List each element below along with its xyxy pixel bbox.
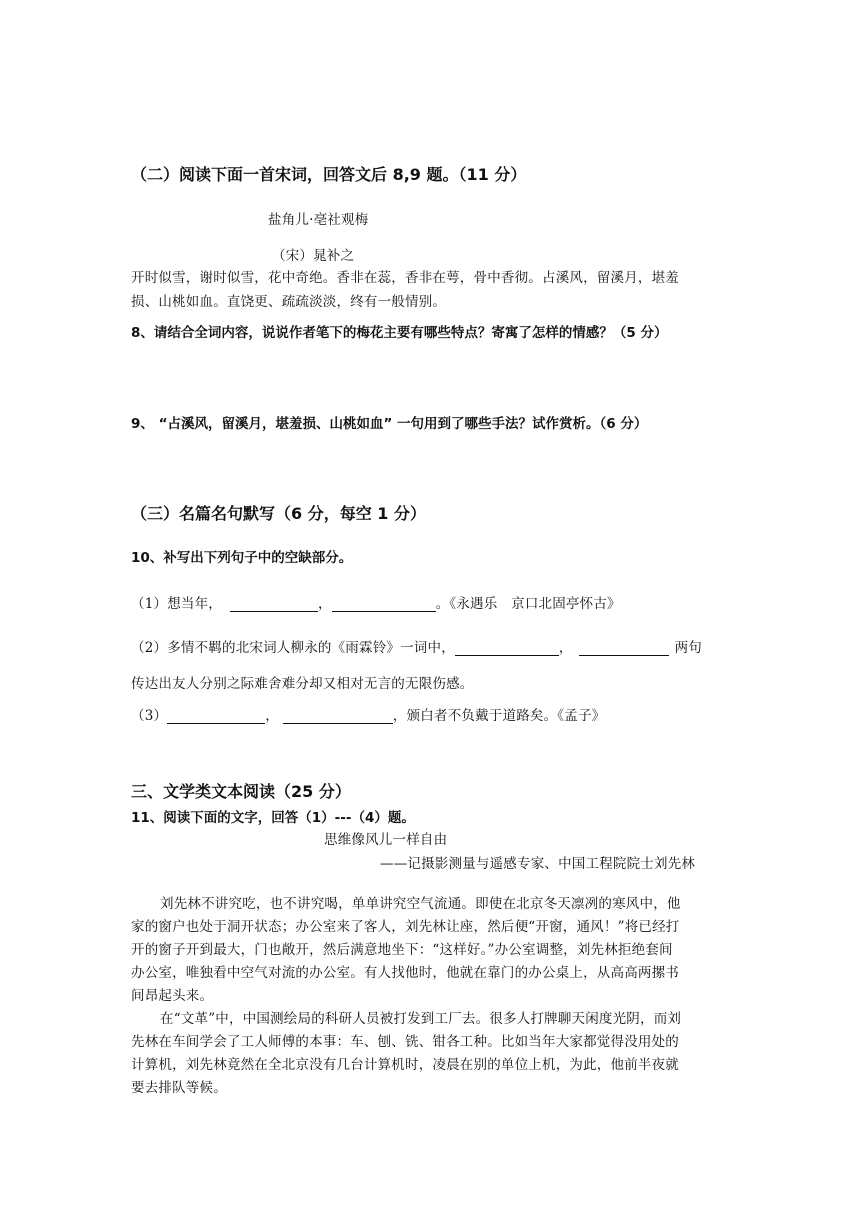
fill-item-2 xyxy=(131,636,702,656)
fill-item-1-suffix: 。《永遇乐 京口北固亭怀古》 xyxy=(435,596,621,612)
part-heading-literary-reading: 三、文学类文本阅读（25 分） xyxy=(131,782,351,801)
article-paragraph-line: 办公室，唯独看中空气对流的办公室。有人找他时，他就在靠门的办公桌上，从高高两摞书 xyxy=(131,965,679,981)
answer-blank[interactable] xyxy=(332,596,436,612)
fill-item-3-suffix: ，颁白者不负戴于道路矣。《孟子》 xyxy=(392,708,606,724)
answer-blank[interactable] xyxy=(455,640,559,656)
fill-item-1-separator: ， xyxy=(318,596,332,612)
fill-item-3 xyxy=(131,704,605,724)
question-8: 8、请结合全词内容，说说作者笔下的梅花主要有哪些特点？寄寓了怎样的情感？（5 分） xyxy=(131,325,668,341)
fill-item-1 xyxy=(131,592,621,612)
fill-item-2-separator: ， xyxy=(558,640,573,656)
section-heading-recitation: （三）名篇名句默写（6 分，每空 1 分） xyxy=(131,504,426,523)
article-paragraph-line: 刘先林不讲究吃，也不讲究喝，单单讲究空气流通。即使在北京冬天凛冽的寒风中，他 xyxy=(160,896,681,912)
article-paragraph-line: 在“文革”中，中国测绘局的科研人员被打发到工厂去。很多人打牌聊天闲度光阴，而刘 xyxy=(160,1011,682,1027)
answer-blank[interactable] xyxy=(230,596,318,612)
fill-item-3-prefix: （3） xyxy=(131,708,168,724)
article-paragraph-line: 间昂起头来。 xyxy=(131,988,214,1004)
poem-title: 盐角儿·亳社观梅 xyxy=(268,212,369,228)
fill-item-2-prefix: （2）多情不羁的北宋词人柳永的《雨霖铃》一词中， xyxy=(131,640,455,656)
fill-item-2-continuation: 传达出友人分别之际难舍难分却又相对无言的无限伤感。 xyxy=(131,676,474,692)
section-heading-poetry: （二）阅读下面一首宋词，回答文后 8,9 题。（11 分） xyxy=(131,165,527,184)
poem-text-line: 开时似雪，谢时似雪，花中奇绝。香非在蕊，香非在萼，骨中香彻。占溪风，留溪月，堪羞 xyxy=(131,270,679,286)
question-11: 11、阅读下面的文字，回答（1）---（4）题。 xyxy=(131,810,415,826)
article-title: 思维像风儿一样自由 xyxy=(324,832,448,848)
poem-author: （宋）晁补之 xyxy=(272,248,355,264)
answer-blank[interactable] xyxy=(579,640,669,656)
fill-item-2-suffix: 两句 xyxy=(674,640,702,656)
fill-item-1-prefix: （1）想当年， xyxy=(131,596,222,612)
article-paragraph-line: 计算机，刘先林竟然在全北京没有几台计算机时，凌晨在别的单位上机，为此，他前半夜就 xyxy=(131,1057,679,1073)
article-paragraph-line: 开的窗子开到最大，门也敞开，然后满意地坐下：“这样好。”办公室调整，刘先林拒绝套间 xyxy=(131,942,673,958)
answer-blank[interactable] xyxy=(283,708,393,724)
fill-item-3-separator: ， xyxy=(265,708,279,724)
article-paragraph-line: 家的窗户也处于洞开状态；办公室来了客人，刘先林让座，然后便“开窗，通风！”将已经打 xyxy=(131,919,680,935)
answer-blank[interactable] xyxy=(167,708,265,724)
question-10: 10、补写出下列句子中的空缺部分。 xyxy=(131,550,353,566)
article-subtitle: ——记摄影测量与遥感专家、中国工程院院士刘先林 xyxy=(380,856,696,872)
question-9: 9、 “占溪风，留溪月，堪羞损、山桃如血” 一句用到了哪些手法？试作赏析。（6 分） xyxy=(131,416,648,432)
article-paragraph-line: 先林在车间学会了工人师傅的本事：车、刨、铣、钳各工种。比如当年大家都觉得没用处的 xyxy=(131,1034,679,1050)
article-paragraph-line: 要去排队等候。 xyxy=(131,1080,227,1096)
poem-text-line: 损、山桃如血。直饶更、疏疏淡淡，终有一般情别。 xyxy=(131,294,447,310)
